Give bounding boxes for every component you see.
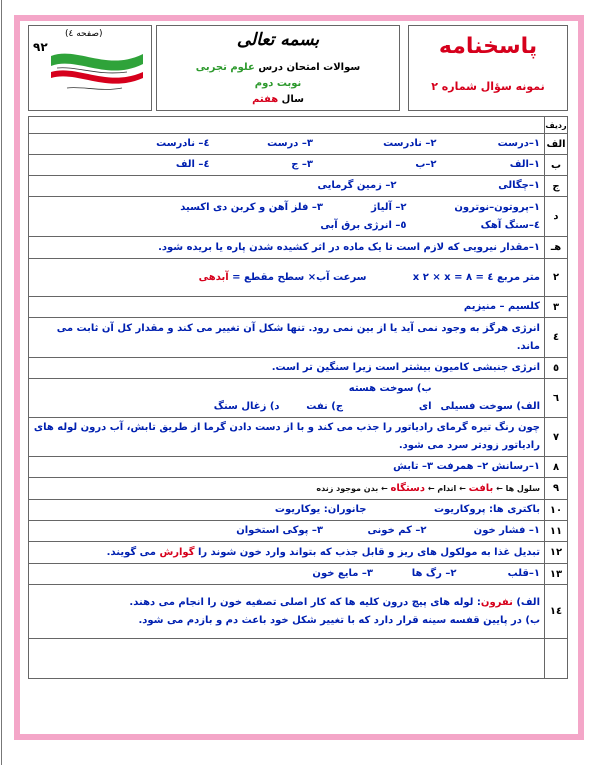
row-label: ۱٤ — [545, 585, 568, 639]
row-label: ج — [545, 176, 568, 197]
answer-cell — [29, 379, 545, 418]
table-row — [29, 379, 568, 418]
answer-highlight: آبدهی — [198, 271, 229, 283]
header-emblem-box — [28, 25, 152, 111]
page-number-label: (صفحه ٤) — [65, 29, 103, 39]
chain-item-highlight: دستگاه — [390, 482, 426, 494]
sample-number: نمونه سؤال شماره ۲ — [431, 80, 545, 93]
answer-part: ۲– رگ ها — [411, 568, 457, 579]
answer-cell-empty — [29, 639, 545, 679]
chain-item: اندام — [437, 483, 457, 493]
row-label: د — [545, 197, 568, 237]
row-label: ۸ — [545, 457, 568, 478]
answer-cell — [29, 585, 545, 639]
table-row — [29, 478, 568, 500]
row-label: ۱۲ — [545, 542, 568, 564]
table-row — [29, 564, 568, 585]
answer-part: ۲– کم خونی — [367, 525, 427, 536]
row-label: ۱۰ — [545, 500, 568, 521]
answer-part: ب) در پایین قفسه سینه قرار دارد که با تغییر شکل خود باعث دم و بازدم می شود. — [138, 614, 540, 626]
row-label: ۱۱ — [545, 521, 568, 542]
answer-cell — [29, 500, 545, 521]
chain-item: بدن موجود زنده — [316, 483, 379, 493]
answer-part: ۱–الف — [509, 159, 540, 170]
year-number: ۹۲ — [33, 40, 48, 54]
table-row — [29, 237, 568, 259]
table-header-cell — [29, 117, 545, 134]
answer-cell: کلسیم – منیزیم — [29, 297, 545, 318]
bismillah-heading: بسمه تعالی — [236, 30, 320, 50]
table-row — [29, 521, 568, 542]
answer-part: تبدیل غذا به مولکول های ریز و قابل جذب که بتواند وارد خون شوند را — [198, 546, 540, 558]
answer-part: ۳– فلز آهن و کربن دی اکسید — [180, 201, 324, 213]
row-label: ۱۳ — [545, 564, 568, 585]
table-row — [29, 500, 568, 521]
answer-part: ۱– فشار خون — [473, 525, 540, 536]
arrow-icon: ← — [427, 483, 435, 493]
table-row — [29, 318, 568, 358]
answer-part: د) زغال سنگ — [213, 401, 280, 412]
arrow-icon: ← — [459, 483, 466, 493]
answer-cell — [29, 259, 545, 297]
row-label: ۳ — [545, 297, 568, 318]
header-answer-title-box — [408, 25, 568, 111]
row-label: ٥ — [545, 358, 568, 379]
answer-cell: ۱–رسانش ۲– همرفت ۳– تابش — [29, 457, 545, 478]
answer-part: می گویند. — [106, 546, 156, 558]
answer-part: ب) سوخت هسته ای — [348, 383, 432, 412]
exam-line-prefix: سوالات امتحان درس — [258, 62, 361, 73]
table-row — [29, 297, 568, 318]
row-label: الف — [545, 134, 568, 155]
answer-cell: انرژی جنبشی کامیون بیشتر است زیرا سنگین تر است. — [29, 358, 545, 379]
arrow-icon: ← — [381, 483, 388, 493]
answer-part: ۱–چگالی — [498, 180, 540, 191]
answer-part: ۱–درست — [497, 138, 540, 149]
chain-item-highlight: بافت — [468, 482, 494, 494]
answer-cell — [29, 478, 545, 500]
answer-part: ۱–پروتون–نوترون — [454, 201, 540, 213]
answer-part: سرعت آب× سطح مقطع = — [232, 271, 367, 283]
table-row — [29, 457, 568, 478]
answer-part: ۳– درست — [267, 138, 314, 149]
chain-item: سلول ها — [505, 483, 540, 493]
answer-part: ۱–قلب — [507, 568, 540, 579]
answer-highlight: گوارش — [159, 546, 195, 558]
header-exam-info — [156, 25, 400, 111]
row-label: ۷ — [545, 418, 568, 457]
table-row — [29, 418, 568, 457]
arrow-icon: ← — [496, 483, 503, 493]
answer-highlight: نفرون — [480, 596, 513, 608]
flag-emblem-icon — [47, 42, 147, 106]
answer-part: : لوله های پیچ درون کلیه ها که کار اصلی تصفیه خون را انجام می دهند. — [129, 596, 481, 608]
table-header-row — [29, 117, 568, 134]
table-row — [29, 585, 568, 639]
answer-part: ٥– انرژی برق آبی — [320, 219, 407, 231]
answer-cell: انرژی هرگز به وجود نمی آید یا از بین نمی رود. تنها شکل آن تغییر می کند و مقدار کل آن ثابت می ماند. — [29, 318, 545, 358]
answer-cell — [29, 542, 545, 564]
row-label: ۹ — [545, 478, 568, 500]
grade-line — [157, 94, 399, 105]
answer-cell: چون رنگ تیره گرمای رادیاتور را جذب می کند و با از دست دادن گرما از طریق تابش، آب درون لوله های رادیاتور زودتر سرد می شود. — [29, 418, 545, 457]
answer-part: ۲– زمین گرمایی — [317, 180, 397, 191]
exam-turn: نوبت دوم — [254, 78, 302, 89]
row-label-header: ردیف — [545, 117, 568, 134]
answer-cell — [29, 155, 545, 176]
answer-cell — [29, 521, 545, 542]
table-row — [29, 542, 568, 564]
row-label: ۲ — [545, 259, 568, 297]
answer-part: متر مربع ٤ = x ۲ × x = ۸ — [412, 271, 540, 283]
answer-part: جانوران: یوکاریوت — [274, 504, 367, 515]
table-row — [29, 358, 568, 379]
page-edge-line — [1, 0, 2, 765]
answer-table — [28, 116, 568, 679]
answer-sheet-title: پاسخنامه — [438, 34, 538, 59]
table-row — [29, 176, 568, 197]
grade-value: هفتم — [252, 94, 279, 105]
answer-part: باکتری ها: پروکاریوت — [433, 504, 540, 515]
table-row — [29, 134, 568, 155]
exam-subject: علوم تجربی — [195, 62, 255, 73]
answer-cell: ۱–مقدار نیرویی که لازم است تا یک ماده در اثر کشیده شدن پاره یا بریده شود. — [29, 237, 545, 259]
row-label: ب — [545, 155, 568, 176]
table-row — [29, 155, 568, 176]
answer-cell — [29, 134, 545, 155]
answer-cell — [29, 197, 545, 237]
answer-part: ج) نفت — [306, 401, 344, 412]
row-label: ٦ — [545, 379, 568, 418]
row-label — [545, 639, 568, 679]
answer-part: ٤– نادرست — [156, 138, 210, 149]
answer-part: ۳– ج — [291, 159, 314, 170]
answer-part: الف) سوخت فسیلی — [440, 401, 540, 412]
row-label: ٤ — [545, 318, 568, 358]
answer-cell — [29, 564, 545, 585]
answer-part: ٤–سنگ آهک — [480, 219, 540, 231]
table-row — [29, 259, 568, 297]
grade-prefix: سال — [281, 94, 304, 105]
row-label: هـ — [545, 237, 568, 259]
exam-subject-line — [157, 62, 399, 73]
table-row-empty — [29, 639, 568, 679]
answer-part: ۳– مایع خون — [312, 568, 374, 579]
answer-part: ۲–ب — [415, 159, 437, 170]
table-row — [29, 197, 568, 237]
answer-cell — [29, 176, 545, 197]
answer-part: ۲– آلیاژ — [371, 201, 407, 213]
answer-part: ٤– الف — [175, 159, 210, 170]
answer-part: ۲– نادرست — [383, 138, 437, 149]
answer-part: الف) — [516, 596, 540, 608]
answer-part: ۳– پوکی استخوان — [236, 525, 324, 536]
